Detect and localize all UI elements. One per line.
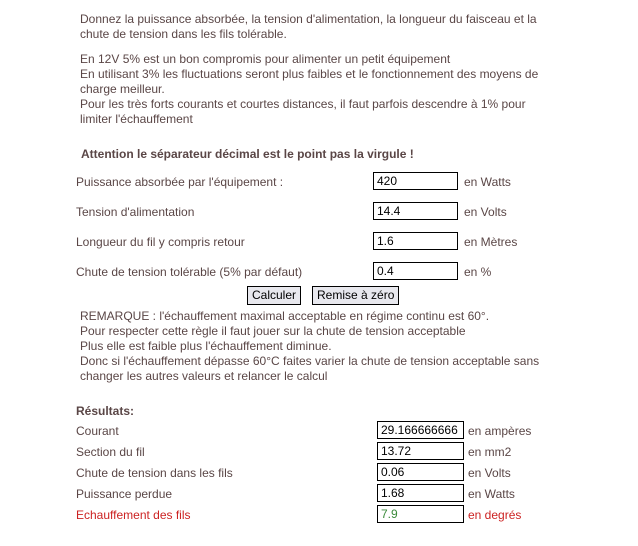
reset-button[interactable]: Remise à zéro: [312, 286, 399, 305]
power-label: Puissance absorbée par l'équipement :: [76, 175, 284, 189]
power-input[interactable]: [373, 172, 458, 190]
drop-unit: en %: [464, 265, 492, 279]
lost-power-label: Puissance perdue: [76, 487, 173, 501]
remark-line: changer les autres valeurs et relancer le calcul: [80, 369, 328, 383]
heating-label: Echauffement des fils: [76, 508, 191, 522]
section-label: Section du fil: [76, 445, 145, 459]
length-unit: en Mètres: [464, 235, 518, 249]
lost-power-output[interactable]: [377, 484, 464, 502]
drop-label: Chute de tension tolérable (5% par défaut): [76, 265, 303, 279]
section-output[interactable]: [377, 442, 464, 460]
intro-line: Donnez la puissance absorbée, la tension d'alimentation, la longueur du faisceau et la: [80, 12, 537, 26]
tip-line: En 12V 5% est un bon compromis pour alimenter un petit équipement: [80, 52, 451, 66]
remark-line: REMARQUE : l'échauffement maximal acceptable en régime continu est 60°.: [80, 309, 490, 323]
length-input[interactable]: [373, 232, 458, 250]
calculate-button[interactable]: Calculer: [247, 286, 301, 305]
heating-unit: en degrés: [468, 508, 522, 522]
tip-line: En utilisant 3% les fluctuations seront plus faibles et le fonctionnement des moyens de: [80, 67, 539, 81]
intro-text: [80, 12, 538, 127]
tip-line: charge meilleur.: [80, 82, 165, 96]
results-title: Résultats:: [76, 404, 135, 418]
remark-line: Donc si l'échauffement dépasse 60°C faites varier la chute de tension acceptable sans: [80, 354, 540, 368]
current-label: Courant: [76, 424, 119, 438]
remark-text: [80, 309, 539, 384]
voltage-unit: en Volts: [464, 205, 507, 219]
wire-drop-label: Chute de tension dans les fils: [76, 466, 233, 480]
tip-line: Pour les très forts courants et courtes distances, il faut parfois descendre à 1% pour: [80, 97, 526, 111]
length-label: Longueur du fil y compris retour: [76, 235, 245, 249]
heating-output[interactable]: [377, 505, 464, 523]
wire-drop-unit: en Volts: [468, 466, 511, 480]
drop-input[interactable]: [373, 262, 458, 280]
remark-line: Plus elle est faible plus l'échauffement diminue.: [80, 339, 332, 353]
voltage-label: Tension d'alimentation: [76, 205, 195, 219]
current-unit: en ampères: [468, 424, 532, 438]
power-unit: en Watts: [464, 175, 511, 189]
current-output[interactable]: [377, 421, 464, 439]
voltage-input[interactable]: [373, 202, 458, 220]
wire-drop-output[interactable]: [377, 463, 464, 481]
tip-line: limiter l'échauffement: [80, 112, 193, 126]
remark-line: Pour respecter cette règle il faut jouer sur la chute de tension acceptable: [80, 324, 466, 338]
section-unit: en mm2: [468, 445, 512, 459]
lost-power-unit: en Watts: [468, 487, 515, 501]
decimal-warning: Attention le séparateur décimal est le point pas la virgule !: [81, 147, 414, 161]
intro-line: chute de tension dans les fils tolérable.: [80, 27, 287, 41]
